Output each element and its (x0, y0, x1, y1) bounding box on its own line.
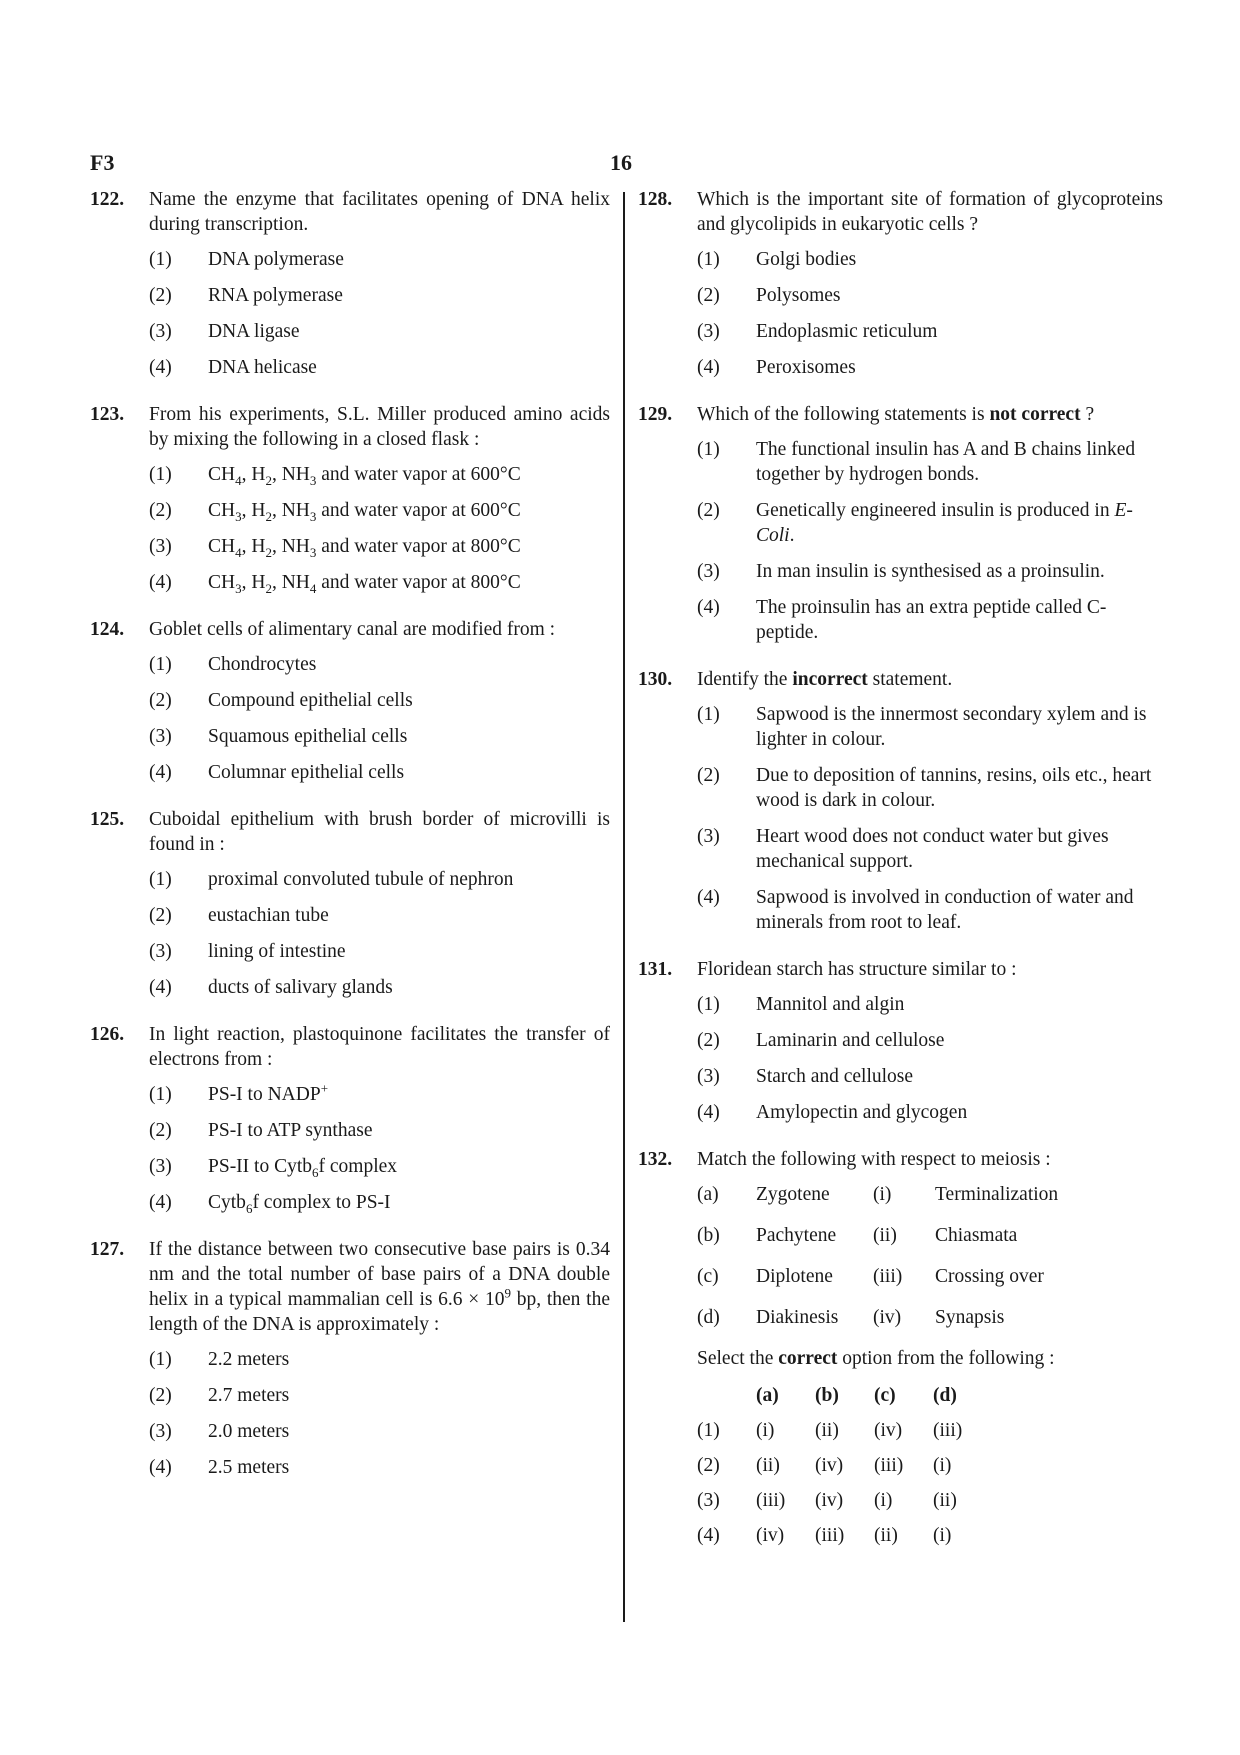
option-text: Compound epithelial cells (208, 690, 413, 711)
left-column (90, 187, 610, 1491)
option (638, 247, 1163, 272)
option-number: (2) (697, 500, 720, 521)
option-number: (1) (697, 704, 720, 725)
option (90, 355, 610, 380)
option-number: (4) (697, 357, 720, 378)
option-text: DNA polymerase (208, 249, 344, 270)
option-number: (2) (149, 285, 172, 306)
question-128 (638, 187, 1163, 380)
option-text: Golgi bodies (756, 249, 857, 270)
option-number: (3) (697, 1066, 720, 1087)
option (90, 570, 610, 595)
option (90, 867, 610, 892)
option-text: $CH_4$, $H_2$, $NH_3$ and water vapor at 800°C (208, 536, 521, 560)
match-row: (a) Zygotene (i) Terminalization (697, 1184, 1059, 1205)
option-text: 2.0 meters (208, 1421, 290, 1442)
option-number: (3) (697, 826, 720, 847)
option-text: proximal convoluted tubule of nephron (208, 869, 514, 890)
column-divider (623, 192, 625, 1622)
right-column (638, 187, 1163, 1558)
option-text: RNA polymerase (208, 285, 343, 306)
option-number: (4) (149, 1457, 172, 1478)
option-number: (4) (149, 357, 172, 378)
option-text: Heart wood does not conduct water but gives mechanical support. (756, 826, 1109, 872)
option (90, 652, 610, 677)
option-text: 2.2 meters (208, 1349, 290, 1370)
option (638, 992, 1163, 1017)
option (638, 559, 1163, 584)
option-text: Squamous epithelial cells (208, 726, 408, 747)
question-130 (638, 667, 1163, 935)
question-125 (90, 807, 610, 1000)
option-text: PS-II to Cytb$_6$f complex (208, 1156, 398, 1180)
option-number: (2) (697, 1030, 720, 1051)
question-127 (90, 1237, 610, 1480)
question-number: 131. (638, 959, 673, 980)
question-number: 123. (90, 404, 125, 425)
option-text: In man insulin is synthesised as a proinsulin. (756, 561, 1105, 582)
option (90, 975, 610, 1000)
option-number: (4) (697, 1102, 720, 1123)
option-text: Columnar epithelial cells (208, 762, 405, 783)
option-text: eustachian tube (208, 905, 329, 926)
option (638, 824, 1163, 874)
option-number: (1) (149, 869, 172, 890)
option-text: Amylopectin and glycogen (756, 1102, 968, 1123)
question-124 (90, 617, 610, 785)
option (90, 319, 610, 344)
option (638, 1028, 1163, 1053)
answer-row: (3) (iii) (iv) (i) (ii) (697, 1490, 957, 1511)
option-text: Sapwood is involved in conduction of water and minerals from root to leaf. (756, 887, 1134, 933)
option-number: (4) (149, 572, 172, 593)
option (638, 1064, 1163, 1089)
question-text: Identify the incorrect statement. (697, 669, 953, 690)
option-text: lining of intestine (208, 941, 346, 962)
option-number: (2) (149, 690, 172, 711)
option-number: (2) (697, 765, 720, 786)
option (638, 885, 1163, 935)
option-number: (4) (697, 887, 720, 908)
option (90, 1118, 610, 1143)
option-text: Polysomes (756, 285, 841, 306)
answer-header-row: (a) (b) (c) (d) (756, 1385, 957, 1406)
option (90, 534, 610, 559)
option-number: (3) (149, 536, 172, 557)
option-number: (1) (149, 1349, 172, 1370)
option-number: (3) (697, 561, 720, 582)
option-text: Endoplasmic reticulum (756, 321, 938, 342)
option (638, 319, 1163, 344)
match-row: (b) Pachytene (ii) Chiasmata (697, 1225, 1018, 1246)
option (90, 760, 610, 785)
option (90, 1082, 610, 1107)
question-number: 132. (638, 1149, 673, 1170)
question-132 (638, 1147, 1163, 1558)
option-number: (1) (149, 1084, 172, 1105)
option (638, 498, 1163, 548)
question-text: Which of the following statements is not correct ? (697, 404, 1095, 425)
option-text: The functional insulin has A and B chains linked together by hydrogen bonds. (756, 439, 1136, 485)
option (90, 903, 610, 928)
option-number: (2) (697, 285, 720, 306)
option-text: Mannitol and algin (756, 994, 905, 1015)
option (638, 1100, 1163, 1125)
option (638, 355, 1163, 380)
option-number: (1) (697, 994, 720, 1015)
option-number: (2) (149, 905, 172, 926)
option-number: (4) (149, 762, 172, 783)
option-number: (1) (149, 249, 172, 270)
question-number: 128. (638, 189, 673, 210)
option-text: Starch and cellulose (756, 1066, 914, 1087)
option-text: Laminarin and cellulose (756, 1030, 945, 1051)
answer-table (638, 1383, 1163, 1558)
option (90, 1455, 610, 1480)
option-text: DNA helicase (208, 357, 317, 378)
option (90, 1383, 610, 1408)
option-text: $CH_4$, $H_2$, $NH_3$ and water vapor at 600°C (208, 464, 521, 488)
option-number: (3) (149, 1156, 172, 1177)
option-text: 2.7 meters (208, 1385, 290, 1406)
option (90, 939, 610, 964)
question-126 (90, 1022, 610, 1215)
option (90, 1347, 610, 1372)
select-instruction: Select the correct option from the following : (697, 1348, 1055, 1369)
option (90, 247, 610, 272)
option-number: (3) (149, 726, 172, 747)
option-number: (2) (149, 1120, 172, 1141)
question-122 (90, 187, 610, 380)
option-number: (1) (149, 654, 172, 675)
option (90, 1190, 610, 1215)
question-number: 125. (90, 809, 125, 830)
option-text: The proinsulin has an extra peptide called C-peptide. (756, 597, 1107, 643)
option-text: Sapwood is the innermost secondary xylem and is lighter in colour. (756, 704, 1147, 750)
option-number: (4) (149, 977, 172, 998)
answer-row: (2) (ii) (iv) (iii) (i) (697, 1455, 952, 1476)
option (638, 437, 1163, 487)
page-header (0, 150, 1240, 180)
option-text: Cytb$_6$f complex to PS-I (208, 1192, 391, 1216)
option-number: (4) (697, 597, 720, 618)
question-text: Name the enzyme that facilitates opening of DNA helix during transcription. (149, 189, 610, 235)
option-text: PS-I to NADP+ (208, 1080, 329, 1105)
option-text: Due to deposition of tannins, resins, oils etc., heart wood is dark in colour. (756, 765, 1152, 811)
question-number: 126. (90, 1024, 125, 1045)
option-text: 2.5 meters (208, 1457, 290, 1478)
option (638, 595, 1163, 645)
option (90, 283, 610, 308)
answer-row: (1) (i) (ii) (iv) (iii) (697, 1420, 963, 1441)
question-129 (638, 402, 1163, 645)
question-123 (90, 402, 610, 595)
question-text: From his experiments, S.L. Miller produced amino acids by mixing the following in a closed flask : (149, 404, 610, 450)
option-text: Chondrocytes (208, 654, 317, 675)
option-number: (3) (697, 321, 720, 342)
option-text: ducts of salivary glands (208, 977, 393, 998)
option (638, 702, 1163, 752)
option (90, 498, 610, 523)
match-table (638, 1182, 1163, 1346)
option (90, 1154, 610, 1179)
question-text: Goblet cells of alimentary canal are modified from : (149, 619, 556, 640)
answer-row: (4) (iv) (iii) (ii) (i) (697, 1525, 952, 1546)
option-number: (1) (149, 464, 172, 485)
option (638, 283, 1163, 308)
option-number: (3) (149, 1421, 172, 1442)
option-text: Genetically engineered insulin is produced in E-Coli. (756, 500, 1133, 546)
question-number: 129. (638, 404, 673, 425)
question-number: 127. (90, 1239, 125, 1260)
match-row: (d) Diakinesis (iv) Synapsis (697, 1307, 1005, 1328)
option-number: (4) (149, 1192, 172, 1213)
question-text: Match the following with respect to meiosis : (697, 1149, 1051, 1170)
option-text: PS-I to ATP synthase (208, 1120, 373, 1141)
question-text: If the distance between two consecutive base pairs is 0.34 nm and the total number of base pairs of a DNA double helix in a typical mammalian cell is $6.6 \times 10^9$ bp, then the length of the DNA is approximately : (149, 1239, 610, 1335)
question-131 (638, 957, 1163, 1125)
question-text: In light reaction, plastoquinone facilitates the transfer of electrons from : (149, 1024, 610, 1070)
option-number: (3) (149, 321, 172, 342)
question-number: 130. (638, 669, 673, 690)
option-text: $CH_3$, $H_2$, $NH_4$ and water vapor at 800°C (208, 572, 521, 596)
option-text: $CH_3$, $H_2$, $NH_3$ and water vapor at 600°C (208, 500, 521, 524)
option (90, 1419, 610, 1444)
option (90, 462, 610, 487)
option-number: (2) (149, 1385, 172, 1406)
set-code: F3 (90, 150, 115, 175)
question-text: Floridean starch has structure similar to : (697, 959, 1017, 980)
option-number: (2) (149, 500, 172, 521)
page-number: 16 (610, 150, 632, 175)
option-text: DNA ligase (208, 321, 300, 342)
option (638, 763, 1163, 813)
option (90, 688, 610, 713)
option-text: Peroxisomes (756, 357, 856, 378)
match-row: (c) Diplotene (iii) Crossing over (697, 1266, 1044, 1287)
question-text: Which is the important site of formation of glycoproteins and glycolipids in eukaryotic cells ? (697, 189, 1163, 235)
question-number: 122. (90, 189, 125, 210)
option-number: (1) (697, 249, 720, 270)
question-text: Cuboidal epithelium with brush border of microvilli is found in : (149, 809, 610, 855)
option (90, 724, 610, 749)
question-number: 124. (90, 619, 125, 640)
option-number: (1) (697, 439, 720, 460)
option-number: (3) (149, 941, 172, 962)
